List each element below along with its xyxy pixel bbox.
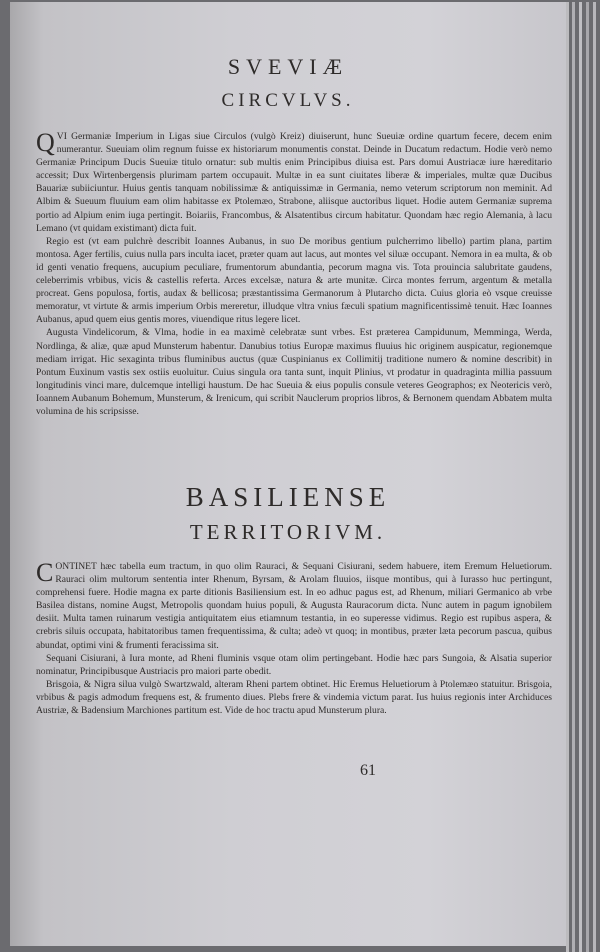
page-edge <box>586 2 589 952</box>
drop-cap: C <box>36 560 54 587</box>
page-edge <box>566 2 569 952</box>
section-subtitle-territorium: TERRITORIVM. <box>189 520 387 544</box>
basiliense-text-block <box>36 560 552 765</box>
book-page <box>10 2 566 946</box>
section-title-basiliense: BASILIENSE <box>185 482 391 512</box>
drop-cap: Q <box>36 130 55 157</box>
page-edge <box>572 2 575 952</box>
page-edge <box>579 2 582 952</box>
paragraph: Brisgoia, & Nigra silua vulgò Swartzwald, alteram Rheni partem obtinet. Hic Eremus Heluetiorum à Ptolemæo statuitur. Brisgoia, vrbibus & pagis admodum frequens est, & frumento diues. Plebs frere & vindemia victum parat. Ius huius regionis inter Archiduces Austriæ, & Badensium Marchiones partitum est. Vide de hoc tractu apud Munsterum plura. <box>36 678 552 717</box>
paragraph: Augusta Vindelicorum, & Vlma, hodie in ea maximè celebratæ sunt vrbes. Est præterea Campidunum, Memminga, Werda, Nordlinga, & aliæ, quæ apud Munsterum habentur. Danubius totius Europæ maximus fluuius hic originem auspicatur, regionemque mediam irrigat. Hic sexaginta tribus fluminibus auctus (quæ Cuspinianus ex Collimitij traditione numero & nomine describit) in Pontum Euxinum vastis sex ostiis euoluitur. Cuius singula ora tanta sunt, inquit Plinius, vt prodatur in quadraginta millia passuum longitudinis vinci mare, dulcemque intelligi haustum. De hac Sueuia & eius populis consule veteres Geographos; ex Neotericis verò, Ioannem Aubanum Bohemum, Munsterum, & Irenicum, qui scribit Nauclerum proprios libros, & Bernonem quendam Abbatem multa volumina de his scripsisse. <box>36 327 552 417</box>
page-number: 61 <box>360 762 376 779</box>
page-edge <box>593 2 596 952</box>
paragraph: ONTINET hæc tabella eum tractum, in quo olim Rauraci, & Sequani Cisiurani, sedem habuere, item Eremum Heluetiorum. Rauraci olim multorum sententia inter Rhenum, Byrsam, & Arolam fluuios, iisque montibus, qui à Iurasso huc pertingunt, comprehensi fuere. Hodie magna ex parte ditionis Basiliensium est. In eo adhuc pagus est, ad Rhenum, miliari Germanico ab vrbe Basilea distans, nomine Augst, Metropolis quondam huius populi, & Augusta Rauracorum dicta. Nunc autem in pagum ignobilem desiit. Multa tamen ruinarum vestigia antiquitatem eius etiamnum testantia, in eo superesse vidimus. Regio est rupibus aspera, & crebris siluis occupata, habitatoribus tamen frequentissima, & culta; adeò vt quoq; in montibus, præter læta pecorum pascua, quibus abundat, optimi vini & frumenti feracissima sit. <box>36 561 552 651</box>
paragraph: Regio est (vt eam pulchrè describit Ioannes Aubanus, in suo De moribus gentium pulcherrimo libello) partim plana, partim montosa. Ager fertilis, cuius nulla pars inculta iacet, præter quam aut lacus, aut montes vel siluæ occupant. Nemora in ea multa, & ob id genti venatio frequens, aucupium peculiare, frumentorum abundantia, pecorum magna vis. Tota prouincia salubritate gaudens, celeberrimis vrbibus, vicis & castellis referta. Arces excelsæ, natura & arte munitæ. Circa montes ferrum, argentum & metalla procreat. Gens populosa, fortis, audax & bellicosa; præstantissima Germanorum à Plutarcho dicta. Cuius gloria eò vsque creuisse memoratur, vt virtute & armis imperium Orbis mereretur, illudque vltra vnius fæculi spatium magnificentissimè tenuit. Hæc Ioannes Aubanus, apud quem eius gentis mores, viuendique ritus legere licet. <box>36 235 552 326</box>
paragraph: VI Germaniæ Imperium in Ligas siue Circulos (vulgò Kreiz) diuiserunt, hunc Sueuiæ ordine quartum fecere, decem enim numerantur. Sueuiam olim regnum fuisse ex historiarum monumentis constat. Deinde in Ducatum redactum. Hodie verò nemo Germaniæ Principum Ducis Sueuiæ titulo ornatur: sub multis enim Principibus diuisa est. Pars domui Austriacæ iure hæreditario accessit; Dux Wirtenbergensis plurimam partem occupauit. Multæ in ea sunt ciuitates liberæ & imperiales, multæ quæ Ducibus Bauariæ subiiciuntur. Huius gentis tanquam nobilissimæ & antiquissimæ in Germania, nemo veterum scriptorum non meminit. Ad Albim & Sueuum fluuium eam olim habitasse ex Ptolemæo, Strabone, aliisque auctoribus liquet. Hodie autem Germaniæ suprema portio ad Alpium enim iuga pertingit. Boiariis, Francombus, & Alsatentibus circum habitatur. Quondam hæc regio Alemania, à lacu Lemano (vt quidam existimant) dicta fuit. <box>36 131 552 234</box>
section-title-sueviae: SVEVIÆ <box>227 54 349 79</box>
sueviae-text-block <box>36 130 552 475</box>
paragraph: Sequani Cisiurani, à Iura monte, ad Rheni fluminis vsque otam olim pertingebant. Hodie hæc pars Sungoia, & Alsatia superior nominatur, Principibusque Austriacis pro maiori parte obedit. <box>36 652 552 677</box>
section-subtitle-circulus: CIRCVLVS. <box>221 90 355 111</box>
